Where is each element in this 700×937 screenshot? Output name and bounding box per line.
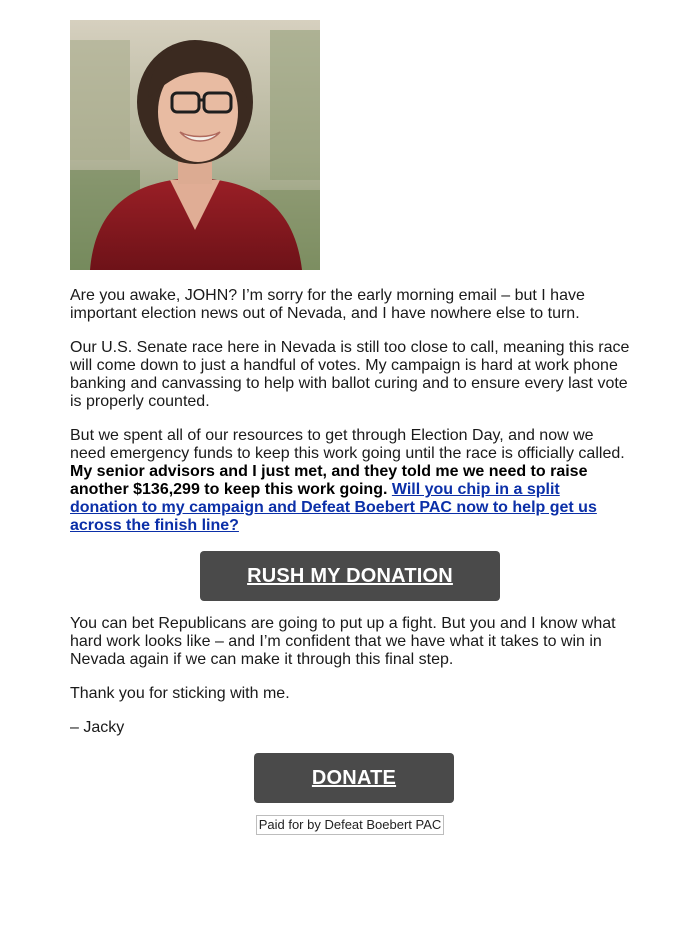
- candidate-photo: [70, 20, 320, 270]
- funding-ask-text: But we spent all of our resources to get through Election Day, and now we need emergency funds to keep this work going until the race is officially called.: [70, 427, 625, 462]
- paragraph-greeting: Are you awake, JOHN? I’m sorry for the early morning email – but I have important election news out of Nevada, and I have nowhere else to turn.: [70, 287, 585, 322]
- disclaimer-row: [70, 815, 630, 835]
- paragraph-race-status: Our U.S. Senate race here in Nevada is still too close to call, meaning this race will come down to just a handful of votes. My campaign is hard at work phone banking and canvassing to help with ballot curing and to ensure every last vote is properly counted.: [70, 339, 630, 410]
- signature: – Jacky: [70, 719, 125, 736]
- candidate-portrait-image: [70, 20, 320, 270]
- rush-my-donation-button[interactable]: RUSH MY DONATION: [200, 551, 500, 601]
- paragraph-fight: You can bet Republicans are going to put up a fight. But you and I know what hard work looks like – and I’m confident that we have what it takes to win in Nevada again if we can make it through this final step.: [70, 615, 616, 668]
- paragraph-funding-ask: [70, 427, 630, 535]
- paid-for-disclaimer: Paid for by Defeat Boebert PAC: [256, 815, 445, 835]
- funding-ask-bold: My senior advisors and I just met, and they told me we need to raise another $136,299 to keep this work going.: [70, 463, 588, 498]
- split-donation-link[interactable]: Will you chip in a split donation to my campaign and Defeat Boebert PAC now to help get us across the finish line?: [70, 481, 597, 534]
- paragraph-thanks: Thank you for sticking with me.: [70, 685, 290, 702]
- donate-button-row: [70, 753, 634, 803]
- donate-button[interactable]: DONATE: [254, 753, 454, 803]
- rush-button-row: [70, 551, 630, 601]
- email-body: [70, 0, 630, 835]
